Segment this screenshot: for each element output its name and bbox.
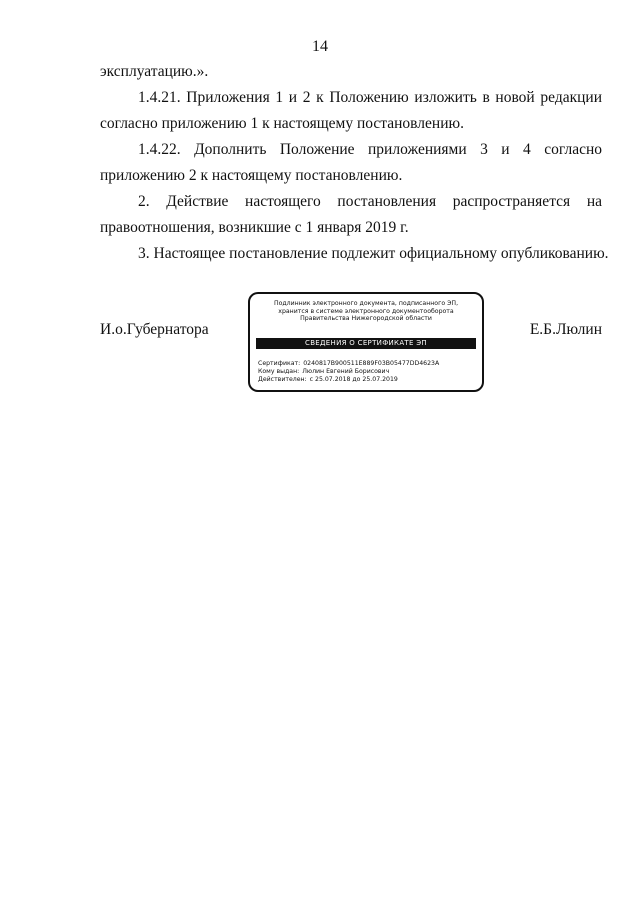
- item-3-line1: 3. Настоящее постановление подлежит официальному опубликованию.: [138, 245, 609, 262]
- item-1-4-21-line1: 1.4.21. Приложения 1 и 2 к Положению изложить в новой редакции: [138, 89, 602, 106]
- stamp-header-line: Подлинник электронного документа, подписанного ЭП,: [273, 300, 459, 307]
- paragraph-continuation: эксплуатацию.».: [100, 63, 209, 80]
- item-1-4-22-line2: приложению 2 к настоящему постановлению.: [100, 167, 403, 184]
- item-2-line1: 2. Действие настоящего постановления распространяется на: [138, 193, 602, 210]
- certificate-value: 0240817B900511E889F03B05477DD4623A: [303, 360, 440, 367]
- validity-label: Действителен:: [258, 376, 307, 383]
- certificate-label: Сертификат:: [258, 360, 301, 367]
- issued-to-row: [258, 368, 476, 376]
- stamp-title-bar: СВЕДЕНИЯ О СЕРТИФИКАТЕ ЭП: [256, 338, 476, 349]
- item-2-line2: правоотношения, возникшие с 1 января 2019 г.: [100, 219, 409, 236]
- item-1-4-21-line2: согласно приложению 1 к настоящему постановлению.: [100, 115, 464, 132]
- signatory-position: И.о.Губернатора: [100, 321, 209, 338]
- electronic-signature-stamp: [248, 292, 484, 392]
- signatory-name: Е.Б.Люлин: [529, 321, 602, 338]
- validity-value: с 25.07.2018 до 25.07.2019: [309, 376, 398, 383]
- stamp-header-line: Правительства Нижегородской области: [300, 315, 432, 323]
- item-1-4-22-line1: 1.4.22. Дополнить Положение приложениями 3 и 4 согласно: [138, 141, 602, 158]
- stamp-header: [250, 300, 482, 323]
- page-number: 14: [312, 38, 328, 55]
- issued-to-value: Люлин Евгений Борисович: [302, 368, 390, 375]
- issued-to-label: Кому выдан:: [258, 368, 300, 375]
- validity-row: [258, 376, 476, 384]
- certificate-row: [258, 360, 476, 368]
- stamp-details: [258, 360, 476, 384]
- stamp-header-line: хранится в системе электронного документооборота: [278, 307, 454, 315]
